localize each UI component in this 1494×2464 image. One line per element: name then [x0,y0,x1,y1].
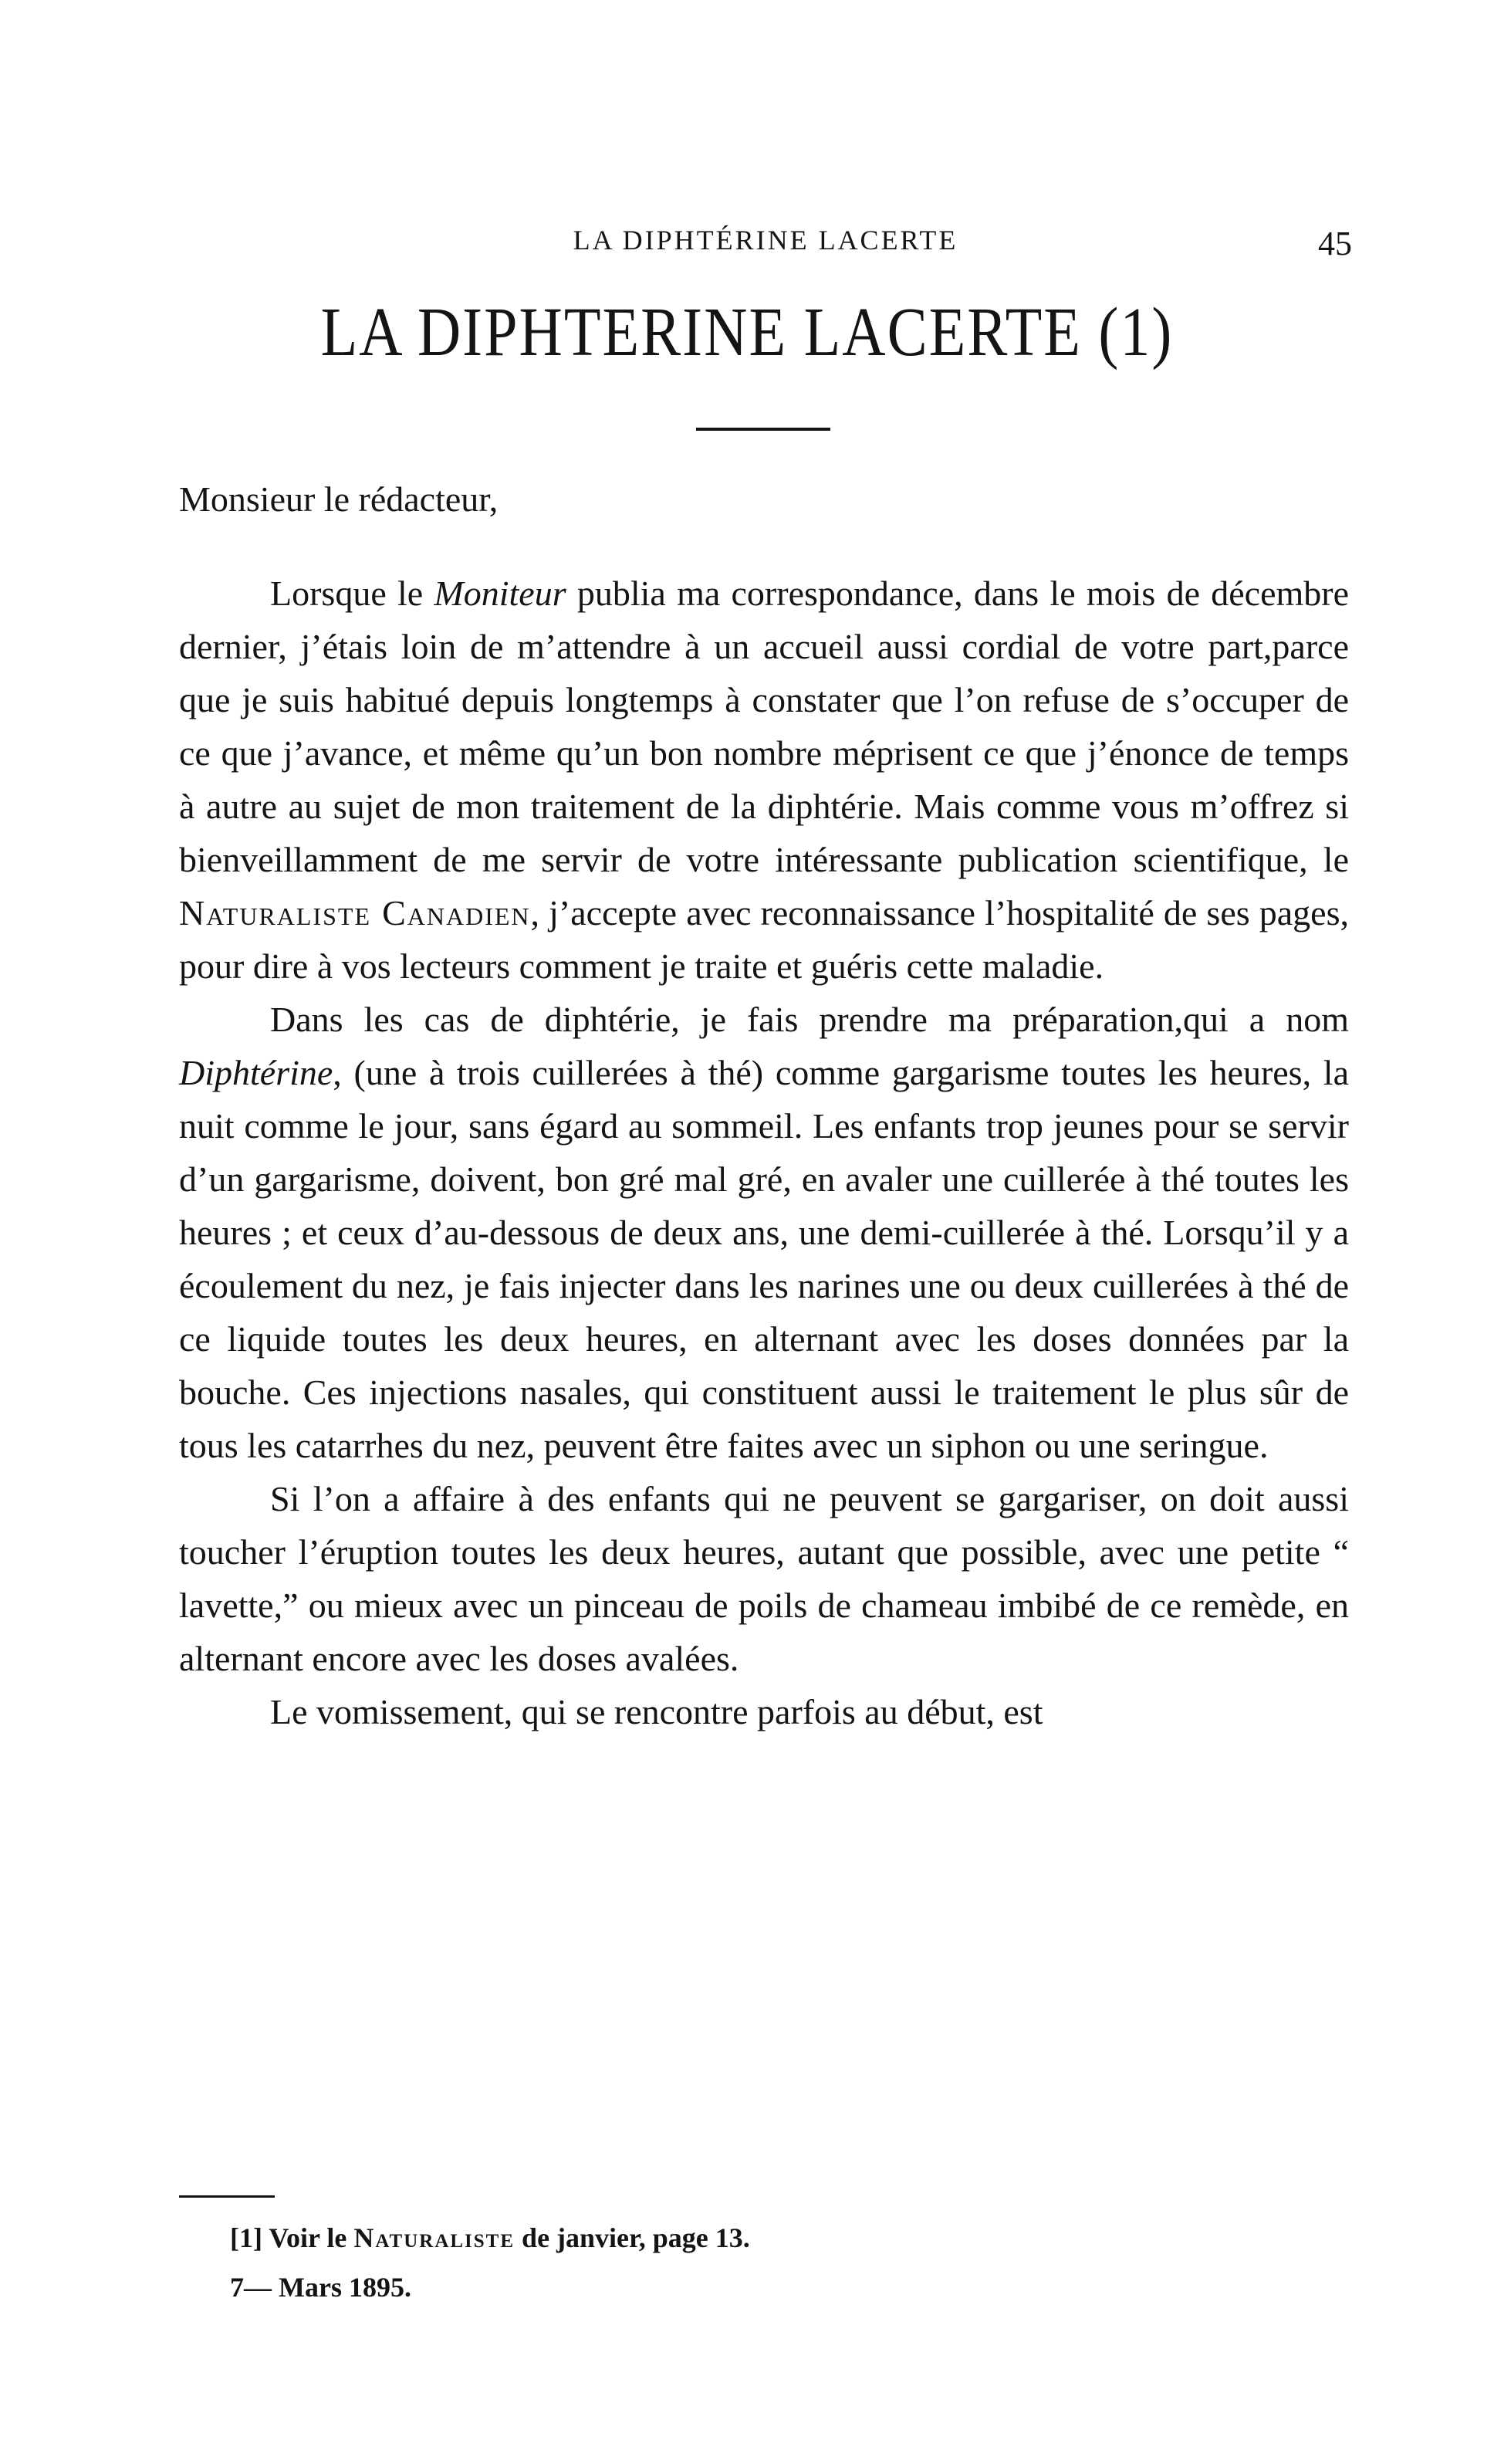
running-title: LA DIPHTÉRINE LACERTE [573,225,958,256]
article-title: LA DIPHTERINE LACERTE (1) [320,293,1174,371]
diphterine-italic: Diphtérine [179,1053,333,1092]
naturaliste-canadien-smallcaps: Naturaliste Canadien [179,893,531,932]
paragraph-2 [179,993,1349,1472]
paragraph-1-text-a: Lorsque le [270,574,434,613]
footnote-rule [179,2195,275,2198]
running-head [179,224,1352,270]
salutation: Monsieur le rédacteur, [179,479,499,519]
paragraph-1-text-c: , j’accepte avec reconnaissance l’hospitalité de ses pages, pour dire à vos lecteurs comment je traite et guéris cette maladie. [179,893,1349,986]
footnote-1 [230,2222,750,2254]
paragraph-4: Le vomissement, qui se rencontre parfois au début, est [270,1692,1043,1731]
page-number: 45 [1318,225,1352,262]
paragraph-2-text-b: , (une à trois cuillerées à thé) comme gargarisme toutes les heures, la nuit comme le jour, sans égard au sommeil. Les enfants trop jeunes pour se servir d’un gargarisme, doivent, bon gré mal gré, en avaler une cuillerée à thé toutes les heures ; et ceux d’au-dessous de deux ans, une demi-cuillerée à thé. Lorsqu’il y a écoulement du nez, je fais injecter dans les narines une ou deux cuillerées à thé de ce liquide toutes les deux heures, en alternant avec les doses données par la bouche. Ces injections nasales, qui constituent aussi le traitement le plus sûr de tous les catarrhes du nez, peuvent être faites avec un siphon ou une seringue. [179,1053,1349,1465]
paragraph-3: Si l’on a affaire à des enfants qui ne peuvent se gargariser, on doit aussi toucher l’éruption toutes les deux heures, autant que possible, avec une petite “ lavette,” ou mieux avec un pinceau de poils de chameau imbibé de ce remède, en alternant encore avec les doses avalées. [179,1479,1349,1678]
title-rule [696,428,830,431]
paragraph-1-text-b: publia ma correspondance, dans le mois de décembre dernier, j’étais loin de m’attendre à un accueil aussi cordial de votre part,parce que je suis habitué depuis longtemps à constater que l’on refuse de s’occuper de ce que j’avance, et même qu’un bon nombre méprisent ce que j’énonce de temps à autre au sujet de mon traitement de la diphtérie. Mais comme vous m’offrez si bienveillamment de me servir de votre intéressante publication scientifique, le [179,574,1349,879]
article-body [179,567,1349,1738]
footnote-1-text-a: [1] Voir le [230,2222,354,2253]
paragraph-1 [179,567,1349,993]
paragraph-2-text-a: Dans les cas de diphtérie, je fais prendre ma préparation,qui a nom [270,1000,1349,1039]
footnote-2: 7— Mars 1895. [230,2272,411,2303]
footnote-1-text-b: de janvier, page 13. [515,2222,750,2253]
footnote-1-smallcaps: Naturaliste [353,2222,515,2253]
moniteur-italic: Moniteur [434,574,566,613]
